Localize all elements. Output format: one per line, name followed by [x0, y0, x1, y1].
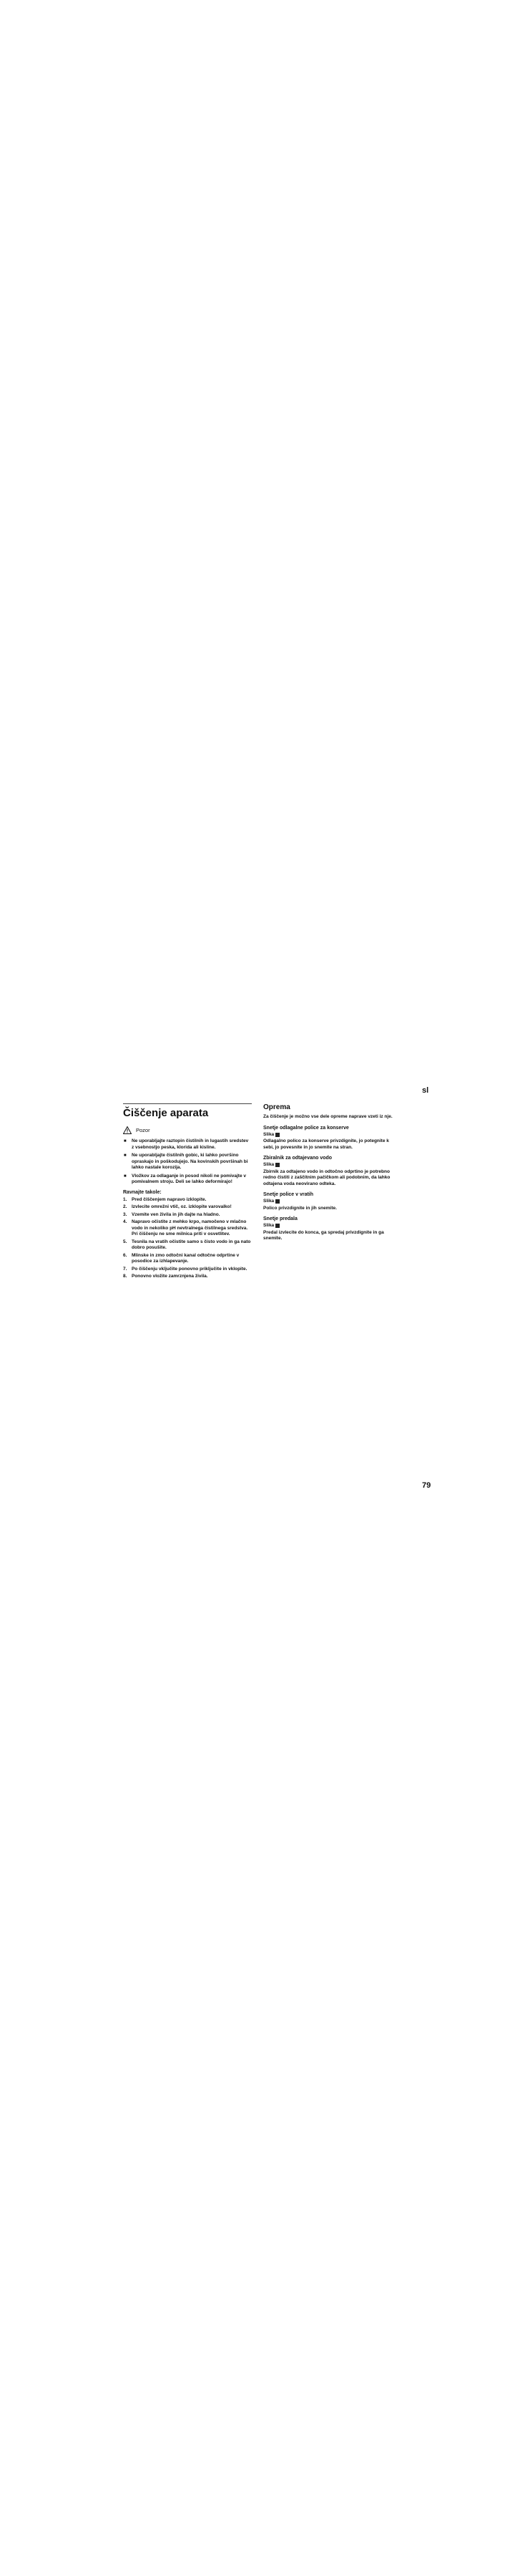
step-item [123, 1219, 252, 1238]
step-text: Pred čiščenjem napravo izklopite. [132, 1196, 207, 1202]
figure-label: Slika [263, 1131, 275, 1137]
step-item [123, 1204, 252, 1211]
page-number: 79 [422, 1481, 431, 1490]
warning-bullet: ■ Vložkov za odlaganje in posod nikoli ne pomivajte v pomivalnem stroju. Deli se lahko deformirajo! [123, 1174, 252, 1186]
section-condensate-tray [263, 1155, 396, 1187]
left-column [123, 1103, 252, 1282]
steps-heading: Ravnajte takole: [123, 1189, 162, 1195]
step-number: 7. [123, 1266, 127, 1272]
step-item [123, 1197, 252, 1204]
page-title: Čiščenje aparata [123, 1107, 209, 1119]
subsection-body: Polico privzdignite in jih snemite. [263, 1205, 337, 1211]
warning-triangle-icon [123, 1126, 132, 1134]
step-number: 1. [123, 1196, 127, 1202]
subsection-title: Snetje odlagalne police za konserve [263, 1125, 349, 1131]
section-drawer [263, 1216, 396, 1242]
figure-label: Slika [263, 1162, 275, 1167]
section-can-shelf [263, 1125, 396, 1151]
step-item [123, 1274, 252, 1280]
figure-box-icon [275, 1163, 280, 1167]
language-code: sl [422, 1086, 429, 1095]
subsection-title: Snetje predala [263, 1216, 298, 1221]
figure-reference [263, 1162, 396, 1169]
step-text: Ponovno vložite zamrznjena živila. [132, 1274, 208, 1279]
warning-label: Pozor [136, 1127, 150, 1133]
step-number: 4. [123, 1219, 127, 1224]
figure-box-icon [275, 1199, 280, 1204]
subsection-title: Zbiralnik za odtajevano vodo [263, 1156, 333, 1161]
step-text: Napravo očistite z mehko krpo, namočeno v mlačno vodo in nekoliko pH nevtralnega čistilnega sredstva. Pri čiščenju ne sme milnica priti v osvetlitev. [132, 1219, 248, 1236]
step-item [123, 1253, 252, 1265]
subsection-body: Odlagalno polico za konserve privzdignite, jo potegnite k sebi, jo povesnite in jo snemite na stran. [263, 1138, 389, 1150]
step-item [123, 1267, 252, 1273]
cleaning-steps [123, 1197, 252, 1280]
warning-bullet: ■ Ne uporabljajte raztopin čistilnih in lugastih sredstev z vsebnostjo peska, klorida ali kisline. [123, 1138, 252, 1151]
step-item [123, 1239, 252, 1252]
step-text: Vzemite ven živila in jih dajte na hladno. [132, 1211, 220, 1217]
section-door-shelves [263, 1191, 396, 1211]
warning-block [123, 1126, 252, 1134]
warning-bullet: ■ Ne uporabljajte čistilnih gobic, ki lahko površino opraskajo in poškodujejo. Na kovinskih površinah bi lahko nastale korozija. [123, 1153, 252, 1171]
step-text: Tesnila na vratih očistite samo s čisto vodo in ga nato dobro posušite. [132, 1239, 251, 1250]
subsection-body: Zbirnik za odtajeno vodo in odtočno odprtino je potrebno redno čistiti z zaščitnim pačičkom ali podobnim, da lahko odtajena voda neovirano odteka. [263, 1169, 391, 1186]
step-number: 5. [123, 1239, 127, 1244]
title-rule [123, 1103, 252, 1104]
subsection-body: Predal izvlecite do konca, ga spredaj privzdignite in ga snemite. [263, 1229, 384, 1241]
step-number: 3. [123, 1211, 127, 1217]
figure-box-icon [275, 1133, 280, 1137]
warning-bullets [123, 1138, 252, 1186]
step-number: 6. [123, 1252, 127, 1258]
intro-text: Za čiščenje je možno vse dele opreme naprave vzeti iz nje. [263, 1114, 393, 1119]
figure-reference [263, 1199, 396, 1205]
step-text: Izvlecite omrežni vtič, oz. izklopite varovalko! [132, 1204, 232, 1209]
step-text: Mlinske in zmo odtočni kanal odtočne odprtine v posodice za izhlapevanje. [132, 1252, 240, 1264]
figure-reference [263, 1223, 396, 1229]
step-number: 8. [123, 1274, 127, 1279]
subsection-title: Snetje police v vratih [263, 1192, 314, 1197]
right-column [263, 1103, 396, 1246]
figure-label: Slika [263, 1199, 275, 1204]
figure-reference [263, 1132, 396, 1138]
figure-label: Slika [263, 1223, 275, 1228]
section-heading: Oprema [263, 1103, 290, 1111]
step-number: 2. [123, 1204, 127, 1209]
step-text: Po čiščenju vključite ponovno priključite in vklopite. [132, 1266, 247, 1272]
figure-box-icon [275, 1224, 280, 1228]
step-item [123, 1212, 252, 1219]
